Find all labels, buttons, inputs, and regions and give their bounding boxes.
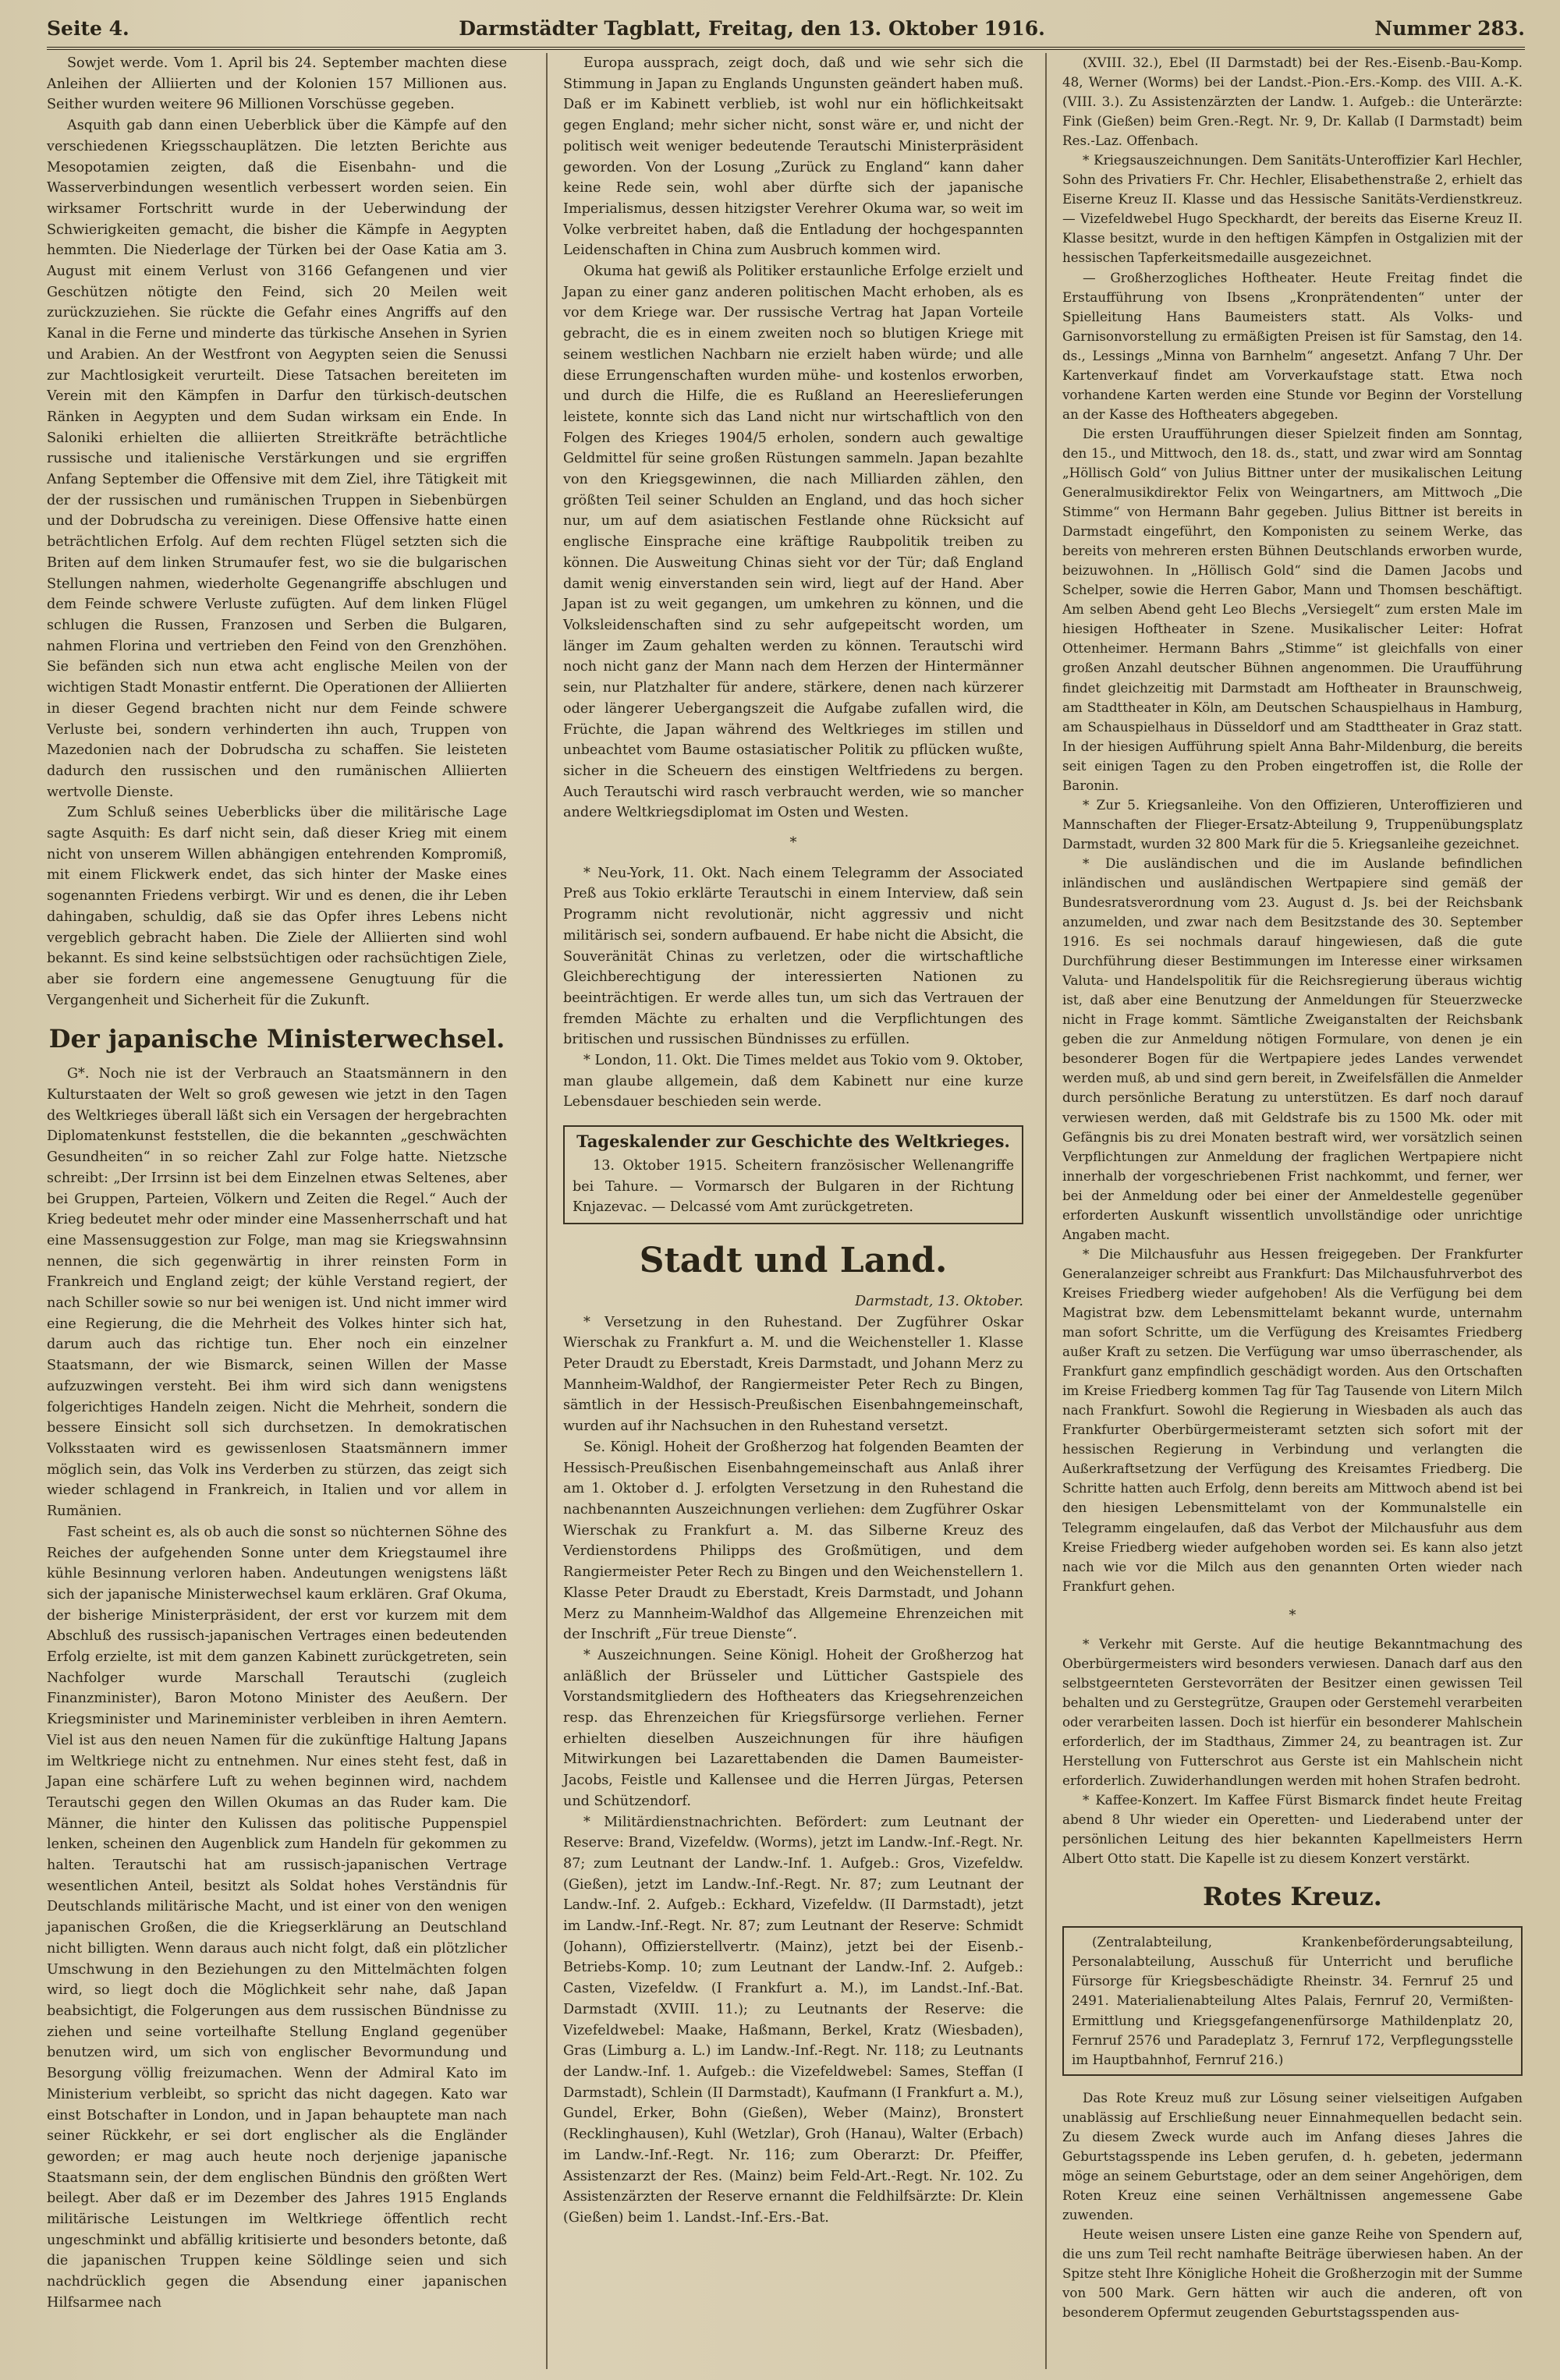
paragraph: Die ersten Uraufführungen dieser Spielzeit finden am Sonntag, den 15., und Mittwoch, den 18. ds., statt, und zwar wird am Sonntag „Höllisch Gold“ von Julius Bittner unter der musikalischen Leitung Generalmusikdirektor Felix von Weingartners, am Mittwoch „Die Stimme“ von Hermann Bahr gegeben. Julius Bittner ist bereits in Darmstadt eingeführt, den Komponisten zu seinem Werke, das bereits von mehreren ersten Bühnen Deutschlands erworben wurde, beizuwohnen. In „Höllisch Gold“ sind die Damen Jacobs und Schelper, sowie die Herren Gabor, Mann und Thomsen beschäftigt. Am selben Abend geht Leo Blechs „Versiegelt“ zum ersten Male im hiesigen Hoftheater in Szene. Musikalischer Leiter: Hofrat Ottenheimer. Hermann Bahrs „Stimme“ ist gleichfalls von einer großen Anzahl deutscher Bühnen angenommen. Die Uraufführung findet gleichzeitig mit Darmstadt am Hoftheater in Braunschweig, am Stadttheater in Köln, am Deutschen Schauspielhaus in Hamburg, am Schauspielhaus in Düsseldorf und am Stadttheater in Graz statt. In der hiesigen Aufführung spielt Anna Bahr-Mildenburg, die bereits seit einigen Tagen zu den Proben eingetroffen ist, die Rolle der Baronin. (1062, 425, 1523, 793)
paragraph: * Militärdienstnachrichten. Befördert: zum Leutnant der Reserve: Brand, Vizefeldw. (Worms), jetzt im Landw.-Inf.-Regt. Nr. 87; zum Leutnant der Landw.-Inf. 1. Aufgeb.: Gros, Vizefeldw. (Gießen), jetzt im Landw.-Inf.-Regt. Nr. 87; zum Leutnant der Landw.-Inf. 2. Aufgeb.: Eckhard, Vizefeldw. (II Darmstadt), jetzt im Landw.-Inf.-Regt. Nr. 87; zum Leutnant der Reserve: Schmidt (Johann), Offizierstellvertr. (Mainz), jetzt bei der Eisenb.-Betriebs-Komp. 10; zum Leutnant der Landw.-Inf. 2. Aufgeb.: Casten, Vizefeldw. (I Frankfurt a. M.), im Landst.-Inf.-Bat. Darmstadt (XVIII. 11.); zu Leutnants der Reserve: die Vizefeldwebel: Maake, Haßmann, Berkel, Kratz (Wiesbaden), Gras (Limburg a. L.) im Landw.-Inf.-Regt. Nr. 118; zu Leutnants der Landw.-Inf. 1. Aufgeb.: die Vizefeldwebel: Sames, Steffan (I Darmstadt), Schlein (II Darmstadt), Kaufmann (I Frankfurt a. M.), Gundel, Erker, Bohn (Gießen), Weber (Mainz), Bronstert (Recklinghausen), Kuhl (Wetzlar), Groh (Hanau), Walter (Erbach) im Landw.-Inf.-Regt. Nr. 116; zum Oberarzt: Dr. Pfeiffer, Assistenzarzt der Res. (Mainz) beim Feld-Art.-Regt. Nr. 102. Zu Assistenzärzten der Reserve ernannt die Feldhilfsärzte: Dr. Klein (Gießen) beim 1. Landst.-Inf.-Ers.-Bat. (563, 1814, 1023, 2226)
paragraph: * Versetzung in den Ruhestand. Der Zugführer Oskar Wierschak zu Frankfurt a. M. und die Weichensteller 1. Klasse Peter Draudt zu Eberstadt, Kreis Darmstadt, und Johann Merz zu Mannheim-Waldhof, der Rangiermeister Peter Rech zu Bingen, sämtlich in der Hessisch-Preußischen Eisenbahngemeinschaft, wurden auf ihr Nachsuchen in den Ruhestand versetzt. (563, 1314, 1023, 1435)
column-3 (1062, 53, 1523, 2322)
paragraph: * London, 11. Okt. Die Times meldet aus Tokio vom 9. Oktober, man glaube allgemein, daß dem Kabinett nur eine kurze Lebensdauer beschieden sein werde. (563, 1053, 1023, 1110)
separator: * (1289, 1606, 1296, 1624)
page-number: Seite 4. (47, 16, 129, 40)
paragraph: Asquith gab dann einen Ueberblick über die Kämpfe auf den verschiedenen Kriegsschauplätzen. Die letzten Berichte aus Mesopotamien zeigten, daß die Eisenbahn- und die Wasserverbindungen wesentlich verbessert worden seien. Ein wirksamer Fortschritt wurde in der Ueberwindung der Schwierigkeiten gemacht, die bisher die Kämpfe in Aegypten hemmten. Die Niederlage der Türken bei der Oase Katia am 3. August mit einem Verlust von 3166 Gefangenen und vier Geschützen nötigte den Feind, sich 20 Meilen weit zurückzuziehen. Sie rückte die Gefahr eines Angriffs auf den Kanal in die Ferne und minderte das türkische Ansehen in Syrien und Arabien. An der Westfront von Aegypten seien die Senussi zur Machtlosigkeit verurteilt. Diese Tatsachen bereiteten im Verein mit den Kämpfen in Darfur den türkisch-deutschen Ränken in Aegypten und dem Sudan wirksam ein Ende. In Saloniki erhielten die alliierten Streitkräfte beträchtliche russische und italienische Verstärkungen und sie ergriffen Anfang September die Offensive mit dem Ziel, ihre Tätigkeit mit der der russischen und rumänischen Truppen in Siebenbürgen und der Dobrudscha zu vereinigen. Diese Offensive hatte einen beträchtlichen Erfolg. Auf dem rechten Flügel setzten sich die Briten auf dem linken Strumaufer fest, wo sie die bulgarischen Stellungen nahmen, wiederholte Gegenangriffe abschlugen und dem Feinde schwere Verluste zufügten. Auf dem linken Flügel schlugen die Russen, Franzosen und Serben die Bulgaren, nahmen Florina und vertrieben den Feind von den Grenzhöhen. Sie befänden sich nun etwa acht englische Meilen von der wichtigen Stadt Monastir entfernt. Die Operationen der Alliierten in dieser Gegend brachten nicht nur dem Feinde schwere Verluste bei, sondern verhinderten ihn auch, Truppen von Mazedonien nach der Dobrudscha zu schaffen. Sie leisteten dadurch den russischen und den rumänischen Alliierten wertvolle Dienste. (47, 118, 507, 800)
section-heading: Rotes Kreuz. (1203, 1882, 1382, 1912)
box-title: Tageskalender zur Geschichte des Weltkrieges. (576, 1132, 1010, 1152)
paragraph: (XVIII. 32.), Ebel (II Darmstadt) bei der Res.-Eisenb.-Bau-Komp. 48, Werner (Worms) bei der Landst.-Pion.-Ers.-Komp. des VIII. A.-K. (VIII. 3.). Zu Assistenzärzten der Landw. 1. Aufgeb.: die Unterärzte: Fink (Gießen) beim Gren.-Regt. Nr. 9, Dr. Kallab (I Darmstadt) beim Res.-Laz. Offenbach. (1062, 55, 1523, 149)
section-heading: Stadt und Land. (639, 1240, 948, 1280)
dateline: Darmstadt, 13. Oktober. (855, 1293, 1023, 1309)
box-text: (Zentralabteilung, Krankenbeförderungsabteilung, Personalabteilung, Ausschuß für Unterricht und berufliche Fürsorge für Kriegsbeschädigte Rheinstr. 34. Fernruf 25 und 2491. Materialienabteilung Altes Palais, Fernruf 20, Vermißten-Ermittlung und Kriegsgefangenenfürsorge Mathildenplatz 20, Fernruf 2576 und Paradeplatz 3, Fernruf 172, Verpflegungsstelle im Hauptbahnhof, Fernruf 216.) (1072, 1934, 1513, 2067)
masthead-title: Darmstädter Tagblatt, Freitag, den 13. Oktober 1916. (459, 16, 1045, 40)
section-heading: Der japanische Ministerwechsel. (48, 1024, 505, 1054)
paragraph: Das Rote Kreuz muß zur Lösung seiner vielseitigen Aufgaben unablässig auf Erschließung neuer Einnahmequellen bedacht sein. Zu diesem Zweck wurde auch im Anfang dieses Jahres die Geburtstagsspende ins Leben gerufen, d. h. gebeten, jedermann möge an seinem Geburtstage, oder an dem seiner Angehörigen, dem Roten Kreuz eine seinen Verhältnissen angemessene Gabe zuwenden. (1062, 2089, 1523, 2222)
paragraph: Se. Königl. Hoheit der Großherzog hat folgenden Beamten der Hessisch-Preußischen Eisenbahngemeinschaft aus Anlaß ihrer am 1. Oktober d. J. erfolgten Versetzung in den Ruhestand die nachbenannten Auszeichnungen verliehen: dem Zugführer Oskar Wierschak zu Frankfurt a. M. das Silberne Kreuz des Verdienstordens Philipps des Großmütigen, und dem Rangiermeister Peter Rech zu Bingen und den Weichenstellern 1. Klasse Peter Draudt zu Eberstadt, Kreis Darmstadt, und Johann Merz zu Mannheim-Waldhof das Allgemeine Ehrenzeichen mit der Inschrift „Für treue Dienste“. (563, 1439, 1023, 1643)
paragraph: Fast scheint es, als ob auch die sonst so nüchternen Söhne des Reiches der aufgehenden Sonne unter dem Kriegstaumel ihre kühle Besinnung verloren haben. Andeutungen wenigstens läßt sich der japanische Ministerwechsel kaum erklären. Graf Okuma, der bisherige Ministerpräsident, der erst vor kurzem mit dem Abschluß des russisch-japanischen Vertrages einen bedeutenden Erfolg erzielte, ist mit dem ganzen Kabinett zurückgetreten, sein Nachfolger wurde Marschall Terautschi (zugleich Finanzminister), Baron Motono Minister des Aeußern. Der Kriegsminister und Marineminister verbleiben in ihren Aemtern. Viel ist aus den neuen Namen für die zukünftige Haltung Japans im Weltkriege nicht zu entnehmen. Nur eines steht fest, daß in Japan eine schärfere Luft zu wehen beginnen wird, nachdem Terautschi gegen den Willen Okumas an das Ruder kam. Die Männer, die hinter den Kulissen das politische Puppenspiel lenken, scheinen den Augenblick zum Handeln für gekommen zu halten. Terautschi hat am russisch-japanischen Vertrage wesentlichen Anteil, besitzt als Soldat hohes Verständnis für Deutschlands militärische Macht, und ist einer von den wenigen japanischen Großen, die die Kriegserklärung an Deutschland nicht billigten. Wenn daraus auch nicht folgt, daß ein plötzlicher Umschwung in den Beziehungen zu den Mittelmächten folgen wird, so liegt doch die Möglichkeit sehr nahe, daß Japan beabsichtigt, die Folgerungen aus dem russischen Bündnisse zu ziehen und seine vorteilhafte Stellung England gegenüber benutzen wird, um sich von englischer Bevormundung und Besorgung völlig freizumachen. Wenn der Admiral Kato im Ministerium verbleibt, so spricht das nicht dagegen. Kato war einst Botschafter in London, und in Japan behauptete man nach seiner Rückkehr, er sei dort englischer als die Engländer geworden; er mag auch heute noch derjenige japanische Staatsmann sein, der dem englischen Bündnis den größten Wert beilegt. Aber daß er im Dezember des Jahres 1915 Englands militärische Leistungen im Weltkriege öffentlich recht ungeschminkt und abfällig kritisierte und besonders betonte, daß die japanischen Truppen keine Söldlinge seien und sich nachdrücklich gegen die Absendung einer japanischen Hilfsarmee nach (47, 1524, 507, 2311)
paragraph: Sowjet werde. Vom 1. April bis 24. September machten diese Anleihen der Alliierten und der Kolonien 157 Millionen aus. Seither wurden weitere 96 Millionen Vorschüsse gegeben. (47, 55, 507, 113)
separator: * (789, 834, 797, 852)
paragraph: * Neu-York, 11. Okt. Nach einem Telegramm der Associated Preß aus Tokio erklärte Terautschi in einem Interview, daß sein Programm nicht revolutionär, nicht aggressiv und nicht militärisch sei, sondern aufbauend. Er habe nicht die Absicht, die Souveränität Chinas zu verletzen, oder die wirtschaftliche Gleichberechtigung der interessierten Nationen zu beeinträchtigen. Er werde alles tun, um sich das Vertrauen der fremden Mächte zu erhalten und die Verpflichtungen des britischen und russischen Bündnisses zu erfüllen. (563, 865, 1023, 1048)
paragraph: — Großherzogliches Hoftheater. Heute Freitag findet die Erstaufführung von Ibsens „Kronprätendenten“ unter der Spielleitung Hans Baumeisters statt. Als Volks- und Garnisonvorstellung zu ermäßigten Preisen ist für Samstag, den 14. ds., Lessings „Minna von Barnhelm“ angesetzt. Anfang 7 Uhr. Der Kartenverkauf findet am Vorverkaufstage statt. Etwa noch vorhandene Karten werden eine Stunde vor Beginn der Vorstellung an der Kasse des Hoftheaters abgegeben. (1062, 269, 1523, 422)
paragraph: * Kriegsauszeichnungen. Dem Sanitäts-Unteroffizier Karl Hechler, Sohn des Privatiers Fr. Chr. Hechler, Elisabethenstraße 2, erhielt das Eiserne Kreuz II. Klasse und das Hessische Sanitäts-Verdienstkreuz. — Vizefeldwebel Hugo Speckhardt, der bereits das Eiserne Kreuz II. Klasse besitzt, wurde in den heftigen Kämpfen in Ostgalizien mit der hessischen Tapferkeitsmedaille ausgezeichnet. (1062, 152, 1523, 266)
column-2 (563, 53, 1023, 2229)
paragraph: Europa aussprach, zeigt doch, daß und wie sehr sich die Stimmung in Japan zu Englands Ungunsten geändert haben muß. Daß er im Kabinett verblieb, ist wohl nur ein höflichkeitsakt gegen England; mehr sicher nicht, sonst wäre er, und nicht der politisch weit weniger bedeutende Terautschi Ministerpräsident geworden. Von der Losung „Zurück zu England“ kann daher keine Rede sein, wohl aber dürfte sich der japanische Imperialismus, dessen hitzigster Verehrer Okuma war, so weit im Volke verbreitet haben, daß die Entladung der hochgespannten Leidenschaften in China zum Ausbruch kommen wird. (563, 55, 1023, 259)
paragraph: * Die ausländischen und die im Auslande befindlichen inländischen und ausländischen Wertpapiere sind gemäß der Bundesratsverordnung vom 23. August d. Js. bei der Reichsbank anzumelden, und zwar nach dem Besitzstande des 30. September 1916. Es sei nochmals darauf hingewiesen, daß die gute Durchführung dieser Bestimmungen im Interesse einer wirksamen Valuta- und Handelspolitik für die Reichsregierung überaus wichtig ist, daß aber eine Benutzung der Anmeldungen für Steuerzwecke nicht in Frage kommt. Sämtliche Zweiganstalten der Reichsbank geben die zur Anmeldung nötigen Formulare, von denen je ein besonderer Bogen für die Wertpapiere jedes Landes verwendet werden muß, ab und sind gern bereit, in Zweifelsfällen die Anmelder durch persönliche Beratung zu unterstützen. Es darf noch darauf verwiesen werden, daß mit Geldstrafe bis zu 1500 Mk. oder mit Gefängnis bis zu drei Monaten bestraft wird, wer vorsätzlich seinen Verpflichtungen zur Anmeldung der fraglichen Wertpapiere nicht innerhalb der vorgeschriebenen Frist nachkommt, und ferner, wer bei der Anmeldung oder bei einer der Anmeldestelle gegenüber erforderten Auskunft wissentlich unvollständige oder unrichtige Angaben macht. (1062, 855, 1523, 1242)
red-cross-info-box (1062, 1926, 1523, 2075)
paragraph: G*. Noch nie ist der Verbrauch an Staatsmännern in den Kulturstaaten der Welt so groß gewesen wie jetzt in den Tagen des Weltkrieges überall läßt sich ein Versagen der hergebrachten Diplomatenkunst feststellen, die die bekannten „geschwächten Gesundheiten“ in so reicher Zahl zur Folge hatte. Nietzsche schreibt: „Der Irrsinn ist bei dem Einzelnen etwas Seltenes, aber bei Gruppen, Parteien, Völkern und Zeiten die Regel.“ Auch der Krieg bedeutet mehr oder minder eine Massenherrschaft und hat eine Massensuggestion zur Folge, man mag sie Kriegswahnsinn nennen, die sich gegenwärtig in ihrer reinsten Form in Frankreich und England zeigt; der kühle Verstand regiert, der nach Schiller sowie so nur bei wenigen ist. Und nicht immer wird eine Regierung, die die Mehrheit des Volkes hinter sich hat, darum auch das richtige tun. Eher noch ein einzelner Staatsmann, der wie Bismarck, seinen Willen der Masse aufzuzwingen versteht. Bei ihm wird sich dann wenigstens folgerichtiges Handeln zeigen. Nicht die Mehrheit, sondern die bessere Einsicht soll sich durchsetzen. In demokratischen Volksstaaten wird es gewissenlosen Staatsmännern immer möglich sein, das Volk ins Verderben zu stürzen, das zeigt sich wieder schlagend in Frankreich, in Italien und vor allem in Rumänien. (47, 1066, 507, 1520)
paragraph: Heute weisen unsere Listen eine ganze Reihe von Spendern auf, die uns zum Teil recht namhafte Beiträge überwiesen haben. An der Spitze steht Ihre Königliche Hoheit die Großherzogin mit der Summe von 500 Mark. Gern hätten wir auch die anderen, oft von besonderem Opfermut zeugenden Geburtstagsspenden aus- (1062, 2226, 1523, 2321)
paragraph: Zum Schluß seines Ueberblicks über die militärische Lage sagte Asquith: Es darf nicht sein, daß dieser Krieg mit einem nicht von unserem Willen abhängigen entehrenden Kompromiß, mit einem Flickwerk endet, das sich hinter der Maske eines sogenannten Friedens verbirgt. Wir und es denen, die ihr Leben dahingaben, schuldig, daß sie das Opfer ihres Lebens nicht vergeblich gebracht haben. Die Ziele der Alliierten sind wohl bekannt. Es sind keine selbstsüchtigen oder rachsüchtigen Ziele, aber sie fordern eine angemessene Genugtuung für die Vergangenheit und Sicherheit für die Zukunft. (47, 805, 507, 1008)
paragraph: * Die Milchausfuhr aus Hessen freigegeben. Der Frankfurter Generalanzeiger schreibt aus Frankfurt: Das Milchausfuhrverbot des Kreises Friedberg wieder aufgehoben! Als die Verfügung bei dem Magistrat bzw. dem Lebensmittelamt bekannt wurde, unternahm man sofort Schritte, um die Verfügung des Kreisamtes Friedberg außer Kraft zu setzen. Die Verfügung war umso überraschender, als Frankfurt ganz empfindlich geschädigt worden. Aus den Ortschaften im Kreise Friedberg kommen Tag für Tag Tausende von Litern Milch nach Frankfurt. Sowohl die Regierung in Wiesbaden als auch das Frankfurter Oberbürgermeisteramt setzten sich sofort mit der hessischen Regierung in Verbindung und verlangten die Außerkraftsetzung der Verfügung des Kreisamtes Friedberg. Die Schritte hatten auch Erfolg, denn bereits am Mittwoch abend ist bei den hiesigen Lebensmittelamt von der Kommunalstelle ein Telegramm eingelaufen, daß das Verbot der Milchausfuhr aus dem Kreise Friedberg wieder aufgehoben worden sei. Es kann also jetzt nach wie vor die Milch aus den genannten Orten wieder nach Frankfurt gehen. (1062, 1245, 1523, 1594)
paragraph: * Zur 5. Kriegsanleihe. Von den Offizieren, Unteroffizieren und Mannschaften der Flieger-Ersatz-Abteilung 9, Truppenübungsplatz Darmstadt, wurden 32 800 Mark für die 5. Kriegsanleihe gezeichnet. (1062, 796, 1523, 852)
column-rule (546, 53, 548, 2369)
paragraph: * Verkehr mit Gerste. Auf die heutige Bekanntmachung des Oberbürgermeisters wird besonders verwiesen. Danach darf aus den selbstgeernteten Gerstevorräten der Besitzer einen gewissen Teil behalten und zu Gerstegrütze, Graupen oder Gerstemehl verarbeiten oder verarbeiten lassen. Doch ist hierfür ein besonderer Mahlschein erforderlich, der im Stadthaus, Zimmer 24, zu beantragen ist. Zur Herstellung von Futterschrot aus Gerste ist ein Mahlschein nicht erforderlich. Zuwiderhandlungen werden mit hohen Strafen bedroht. (1062, 1635, 1523, 1789)
column-rule (1045, 53, 1047, 2369)
paragraph: * Auszeichnungen. Seine Königl. Hoheit der Großherzog hat anläßlich der Brüsseler und Lütticher Gastspiele des Vorstandsmitgliedern des Hoftheaters das Kriegsehrenzeichen resp. das Ehrenzeichen für Kriegsfürsorge verliehen. Ferner erhielten dieselben Auszeichnungen für ihre häufigen Mitwirkungen bei Lazarettabenden die Damen Baumeister-Jacobs, Feistle und Kallensee und die Herren Jürgas, Petersen und Schützendorf. (563, 1647, 1023, 1809)
paragraph: Okuma hat gewiß als Politiker erstaunliche Erfolge erzielt und Japan zu einer ganz anderen politischen Macht erhoben, als es vor dem Kriege war. Der russische Vertrag hat Japan Vorteile gebracht, die es in einem zweiten noch so blutigen Kriege mit seinem westlichen Nachbarn nie erzielt haben würde; und alle diese Errungenschaften wurden mühe- und kostenlos erworben, und durch die Hilfe, die es Rußland an Heereslieferungen leistete, konnte sich das Land nicht nur wirtschaftlich von den Folgen des Krieges 1904/5 erholen, sondern auch gewaltige Geldmittel für seine großen Rüstungen sammeln. Japan bezahlte von den Kriegsgewinnen, die nach Milliarden zählen, den größten Teil seiner Schulden an England, und das hoch sicher nur, um auf dem asiatischen Festlande ohne Rücksicht auf englische Einsprache eine kräftige Raubpolitik treiben zu können. Die Ausweitung Chinas sieht vor der Tür; daß England damit wenig einverstanden sein wird, liegt auf der Hand. Aber Japan ist zu weit gegangen, um umkehren zu können, und die Volksleidenschaften sind zu sehr aufgepeitscht worden, um länger im Zaum gehalten werden zu können. Terautschi wird noch nicht ganz der Mann nach dem Herzen der Hintermänner sein, nur Platzhalter für andere, stärkere, denen nach kürzerer oder längerer Uebergangszeit die Aufgabe zufallen wird, die Früchte, die Japan während des Weltkrieges im stillen und unbeachtet vom Baume ostasiatischer Politik zu pflücken wußte, sicher in die Scheuern des einstigen Weltfriedens zu bergen. Auch Terautschi wird rasch verbraucht werden, wie so mancher andere Weltkriegsdiplomat im Osten und Westen. (563, 264, 1023, 821)
box-text: 13. Oktober 1915. Scheitern französischer Wellenangriffe bei Tahure. — Vormarsch der Bulgaren in der Richtung Knjazevac. — Delcassé vom Amt zurückgetreten. (573, 1157, 1014, 1216)
column-1 (47, 53, 507, 2314)
paragraph: * Kaffee-Konzert. Im Kaffee Fürst Bismarck findet heute Freitag abend 8 Uhr wieder ein Operetten- und Liederabend unter der persönlichen Leitung des hier bekannten Kapellmeisters Herrn Albert Otto statt. Die Kapelle ist zu diesem Konzert verstärkt. (1062, 1792, 1523, 1867)
issue-number: Nummer 283. (1374, 16, 1525, 40)
war-calendar-box (563, 1125, 1023, 1224)
masthead (47, 9, 1525, 50)
